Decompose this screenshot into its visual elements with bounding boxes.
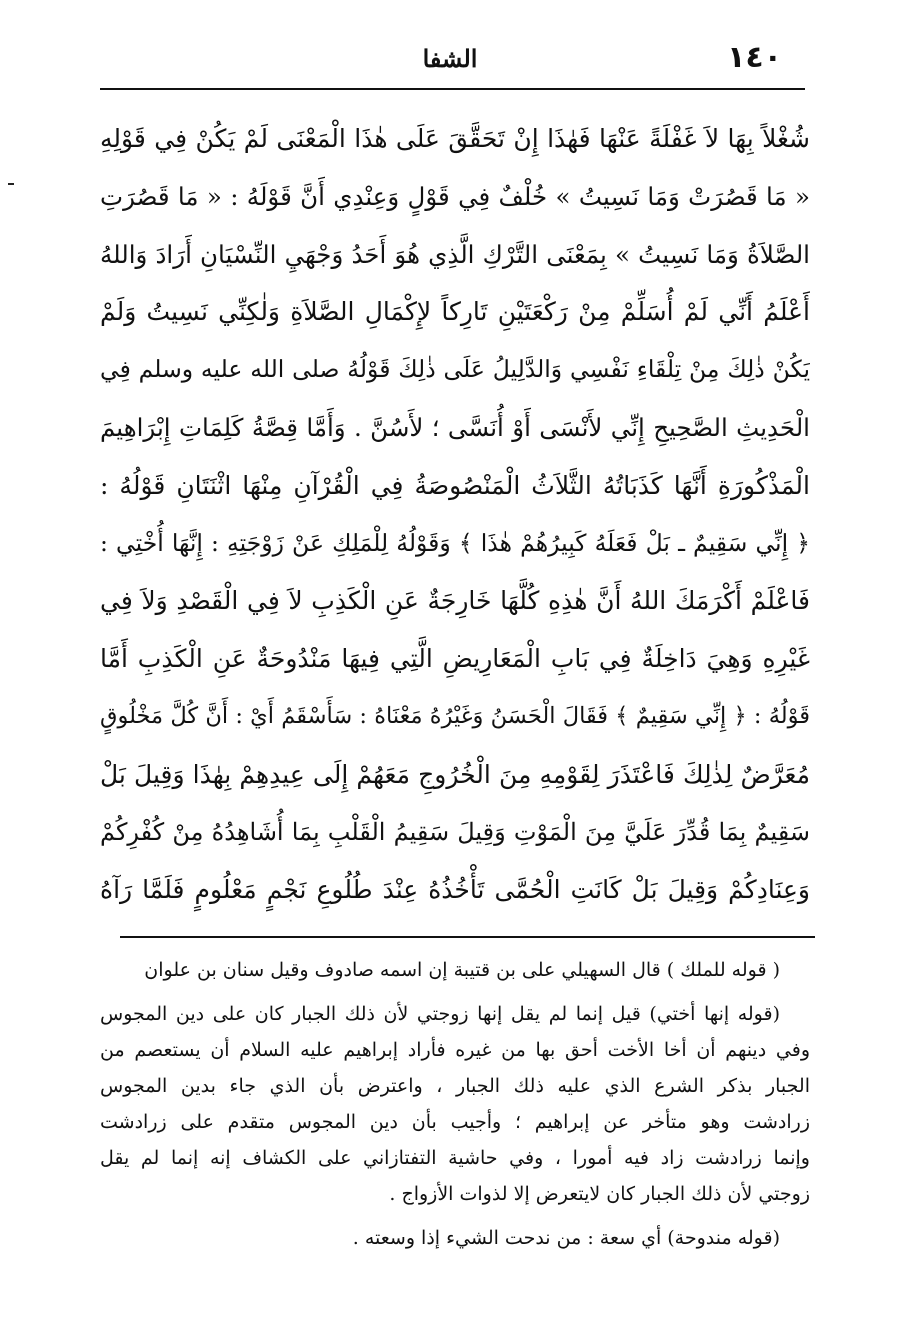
text-line: أَعْلَمُ أَنِّي لَمْ أُسَلِّمْ مِنْ رَكْعَتَيْنِ تَارِكاً لإِكْمَالِ الصَّلاَةِ وَلٰكِنِّي نَسِيتُ وَلَمْ [100, 297, 810, 327]
running-title: الشفا [422, 44, 478, 73]
page-number: ١٤٠ [727, 40, 782, 75]
footnote-sister-line: زرادشت وهو متأخر عن إبراهيم ؛ وأجيب بأن دين المجوس متقدم على زرادشت [100, 1111, 810, 1133]
footnote-sister-line: (قوله إنها أختي) قيل إنما لم يقل إنها زوجتي لأن ذلك الجبار كان على دين المجوس [100, 1003, 780, 1025]
footnote-king: ( قوله للملك ) قال السهيلي على بن قتيبة إن اسمه صادوف وقيل سنان بن علوان [144, 959, 780, 981]
footnote-gap [100, 1212, 810, 1220]
text-line: ﴿ إِنِّي سَقِيمٌ ـ بَلْ فَعَلَهُ كَبِيرُهُمْ هٰذَا ﴾ وَقَوْلُهُ لِلْمَلِكِ عَنْ زَوْجَتِهِ : إِنَّهَا أُخْتِي : [100, 528, 810, 557]
text-line: فَاعْلَمْ أَكْرَمَكَ اللهُ أَنَّ هٰذِهِ كُلَّهَا خَارِجَةٌ عَنِ الْكَذِبِ لاَ فِي الْقَصْدِ وَلاَ فِي [100, 586, 810, 616]
footnote-sister-line: وإنما زرادشت زاد فيه أمورا ، وفي حاشية التفتازاني على الكشاف إنه إنما لم يقل [100, 1147, 810, 1169]
header-rule [100, 88, 805, 90]
footnote-rule [120, 936, 815, 938]
footnotes [100, 952, 810, 1256]
footnote-sister-line: زوجتي لأن ذلك الجبار كان لايتعرض إلا لذوات الأزواج . [389, 1183, 810, 1205]
text-line: الْحَدِيثِ الصَّحِيحِ إِنِّي لأَنْسَى أَوْ أُنَسَّى ؛ لأَسُنَّ . وَأَمَّا قِصَّةُ كَلِمَاتِ إِبْرَاهِيمَ [100, 412, 810, 442]
text-line: غَيْرِهِ وَهِيَ دَاخِلَةٌ فِي بَابِ الْمَعَارِيضِ الَّتِي فِيهَا مَنْدُوحَةٌ عَنِ الْكَذِبِ أَمَّا [100, 644, 810, 674]
footnote-gap [100, 988, 810, 996]
footnote-mandouha: (قوله مندوحة) أي سعة : من ندحت الشيء إذا وسعته . [352, 1227, 780, 1249]
text-line: الْمَذْكُورَةِ أَنَّهَا كَذَبَاتُهُ الثَّلاَثُ الْمَنْصُوصَةُ فِي الْقُرْآنِ مِنْهَا اثْنَتَانِ قَوْلُهُ : [100, 470, 810, 500]
text-line: سَقِيمٌ بِمَا قُدِّرَ عَلَيَّ مِنَ الْمَوْتِ وَقِيلَ سَقِيمُ الْقَلْبِ بِمَا أُشَاهِدُهُ مِنْ كُفْرِكُمْ [100, 817, 810, 846]
footnote-sister-line: الجبار بذكر الشرع الذي عليه ذلك الجبار ، واعترض بأن الذي جاء بدين المجوس [100, 1075, 810, 1097]
main-text [100, 110, 810, 919]
text-line: الصَّلاَةُ وَمَا نَسِيتُ » بِمَعْنَى التَّرْكِ الَّذِي هُوَ أَحَدُ وَجْهَيِ النِّسْيَانِ أَرَادَ وَاللهُ [100, 239, 810, 269]
text-line: « مَا قَصُرَتْ وَمَا نَسِيتُ » خُلْفٌ فِي قَوْلٍ وَعِنْدِي أَنَّ قَوْلَهُ : « مَا قَصُرَتِ [100, 181, 810, 211]
margin-mark [8, 183, 14, 185]
text-line: قَوْلُهُ : ﴿ إِنِّي سَقِيمٌ ﴾ فَقَالَ الْحَسَنُ وَغَيْرُهُ مَعْنَاهُ : سَأَسْقَمُ أَيْ : أَنَّ كُلَّ مَخْلُوقٍ [100, 702, 810, 729]
footnote-sister-line: وفي دينهم أن أخا الأخت أحق بها من غيره فأراد إبراهيم عليه السلام أن يستعصم من [100, 1039, 810, 1061]
page-header [100, 40, 800, 80]
text-line: يَكُنْ ذٰلِكَ مِنْ تِلْقَاءِ نَفْسِي وَالدَّلِيلُ عَلَى ذٰلِكَ قَوْلُهُ صلى الله عليه وسلم فِي [100, 355, 810, 384]
text-line: شُغْلاً بِهَا لاَ غَفْلَةً عَنْهَا فَهٰذَا إِنْ تَحَقَّقَ عَلَى هٰذَا الْمَعْنَى لَمْ يَكُنْ فِي قَوْلِهِ [100, 124, 810, 153]
text-line: مُعَرَّضٌ لِذٰلِكَ فَاعْتَذَرَ لِقَوْمِهِ مِنَ الْخُرُوجِ مَعَهُمْ إِلَى عِيدِهِمْ بِهٰذَا وَقِيلَ بَلْ [100, 759, 810, 789]
text-line: وَعِنَادِكُمْ وَقِيلَ بَلْ كَانَتِ الْحُمَّى تَأْخُذُهُ عِنْدَ طُلُوعِ نَجْمٍ مَعْلُومٍ فَلَمَّا رَآهُ [100, 875, 810, 905]
